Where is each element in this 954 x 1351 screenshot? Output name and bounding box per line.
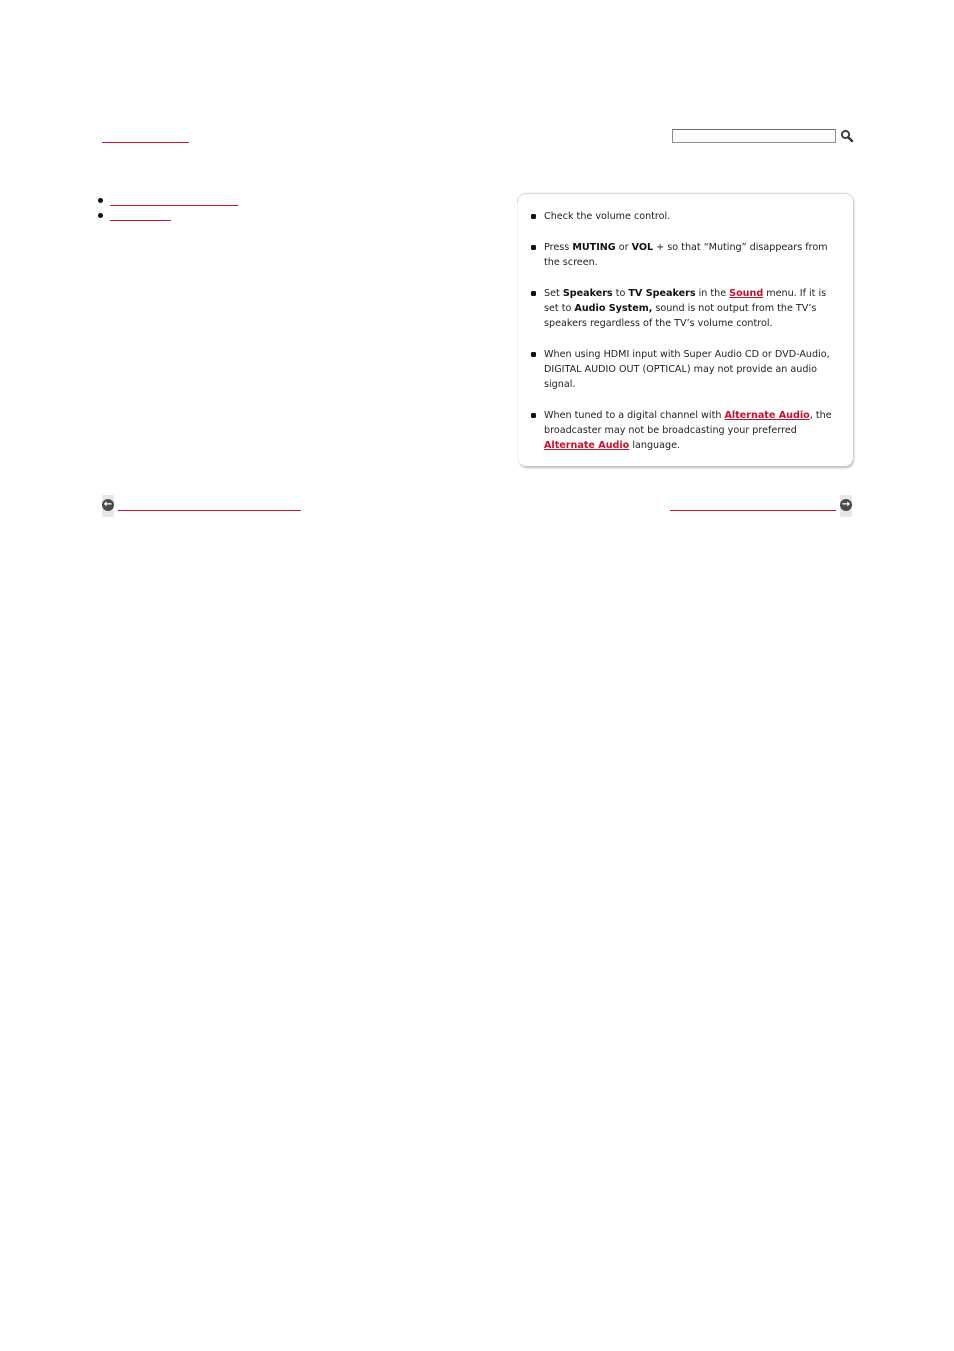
arrow-right-icon: → bbox=[841, 499, 851, 510]
item-text: + so that “Muting” disappears from the screen. bbox=[544, 241, 828, 268]
item-text: sound is not output from the TV’s speakers regardless of the TV’s volume control. bbox=[544, 302, 817, 330]
left-link-1[interactable] bbox=[110, 195, 238, 206]
item-text: or bbox=[615, 241, 632, 253]
item-text: in the bbox=[695, 287, 730, 299]
audio-system-label: Audio System, bbox=[574, 302, 653, 314]
item-text: language. bbox=[629, 440, 681, 452]
arrow-left-icon: ← bbox=[103, 499, 113, 510]
item-text: to bbox=[612, 287, 629, 299]
list-item bbox=[530, 286, 842, 332]
search-button[interactable] bbox=[840, 128, 854, 142]
item-text: Check the volume control. bbox=[544, 211, 671, 222]
list-item bbox=[530, 408, 842, 454]
vol-label: VOL bbox=[631, 241, 654, 253]
muting-label: MUTING bbox=[572, 241, 616, 253]
bullet bbox=[531, 214, 536, 219]
item-text: menu. If it is set to bbox=[544, 287, 827, 314]
sound-link[interactable]: Sound bbox=[729, 287, 764, 299]
bullet bbox=[531, 352, 536, 357]
alternate-audio-link[interactable]: Alternate Audio bbox=[724, 409, 810, 421]
bullet bbox=[531, 291, 536, 296]
troubleshooting-box bbox=[518, 193, 853, 466]
next-page-link[interactable] bbox=[670, 499, 836, 511]
item-text: Set bbox=[544, 287, 563, 299]
prev-page-link[interactable] bbox=[118, 499, 301, 511]
item-text: , the broadcaster may not be broadcasting your preferred bbox=[544, 409, 832, 437]
bullet bbox=[531, 245, 536, 250]
search-input[interactable] bbox=[672, 129, 836, 143]
speakers-label: Speakers bbox=[562, 287, 613, 299]
troubleshooting-list bbox=[530, 209, 842, 469]
bullet bbox=[98, 213, 103, 218]
alternate-audio-link-2[interactable]: Alternate Audio bbox=[544, 440, 630, 452]
tv-speakers-label: TV Speakers bbox=[628, 287, 696, 299]
prev-button[interactable] bbox=[102, 495, 114, 517]
item-text: Press bbox=[544, 241, 573, 253]
next-button[interactable] bbox=[840, 495, 852, 517]
item-text: When using HDMI input with Super Audio CD or DVD-Audio, DIGITAL AUDIO OUT (OPTICAL) may not provide an audio signal. bbox=[544, 348, 830, 391]
bullet bbox=[98, 198, 103, 203]
left-link-2[interactable] bbox=[110, 210, 171, 221]
list-item bbox=[530, 209, 842, 224]
bullet bbox=[531, 413, 536, 418]
item-text: When tuned to a digital channel with bbox=[544, 409, 725, 421]
top-link[interactable] bbox=[102, 128, 189, 143]
search-icon bbox=[840, 129, 854, 143]
list-item bbox=[530, 240, 842, 270]
list-item bbox=[530, 347, 842, 393]
